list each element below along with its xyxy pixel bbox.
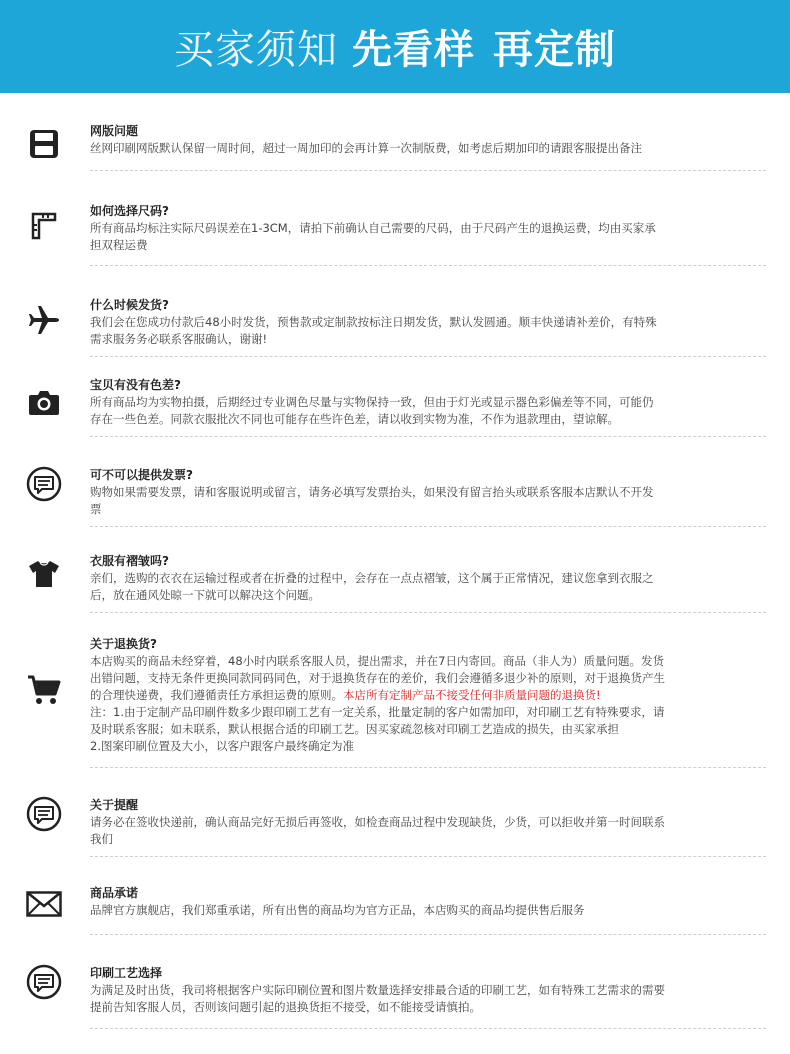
divider — [90, 170, 766, 171]
answer-line: 请务必在签收快递前，确认商品完好无损后再签收，如检查商品过程中发现缺货，少货，可以拒收并第一时间联系 — [90, 815, 665, 829]
answer-line: 出错问题，支持无条件更换同款同码同色，对于退换货存在的差价，我们会遵循多退少补的原则，对于退换货产生 — [90, 671, 665, 685]
answer-line: 为满足及时出货，我司将根据客户实际印刷位置和图片数量选择安排最合适的印刷工艺，如有特殊工艺需求的需要 — [90, 983, 665, 997]
item-answer — [90, 902, 770, 919]
item-answer — [90, 653, 770, 755]
item-question: 关于退换货? — [90, 637, 157, 651]
item-question: 如何选择尺码? — [90, 204, 169, 218]
item-answer — [90, 814, 770, 848]
item-question: 可不可以提供发票? — [90, 468, 193, 482]
divider — [90, 934, 766, 935]
answer-line: 需求服务务必联系客服确认，谢谢! — [90, 332, 268, 346]
item-question: 网版问题 — [90, 124, 139, 138]
divider — [90, 1028, 766, 1029]
camera-icon — [26, 384, 62, 420]
red-warning-note: 本店所有定制产品不接受任何非质量问题的退换货! — [343, 688, 601, 702]
ruler-icon — [26, 208, 62, 244]
item-question: 衣服有褶皱吗? — [90, 554, 169, 568]
item-question: 印刷工艺选择 — [90, 966, 163, 980]
item-question: 关于提醒 — [90, 798, 139, 812]
answer-text: 的合理快递费，我们遵循责任方承担运费的原则。 — [90, 688, 343, 702]
divider — [90, 265, 766, 266]
answer-line — [90, 687, 770, 704]
answer-line: 后，放在通风处晾一下就可以解决这个问题。 — [90, 588, 320, 602]
answer-line: 丝网印刷网版默认保留一周时间，超过一周加印的会再计算一次制版费，如考虑后期加印的请跟客服提出备注 — [90, 141, 642, 155]
item-answer — [90, 570, 770, 604]
header-banner — [0, 0, 790, 93]
answer-line: 票 — [90, 502, 102, 516]
chat-bubble-icon — [26, 964, 62, 1000]
answer-line: 存在一些色差。同款衣服批次不同也可能存在些许色差，请以收到实物为准，不作为退款理由，望谅解。 — [90, 412, 619, 426]
answer-line: 所有商品均为实物拍摄，后期经过专业调色尽量与实物保持一致，但由于灯光或显示器色彩偏差等不同，可能仍 — [90, 395, 654, 409]
answer-note-line: 2.图案印刷位置及大小，以客户跟客户最终确定为准 — [90, 739, 354, 753]
divider — [90, 526, 766, 527]
item-question: 什么时候发货? — [90, 298, 169, 312]
answer-line: 品牌官方旗舰店，我们郑重承诺，所有出售的商品均为官方正品，本店购买的商品均提供售后服务 — [90, 903, 585, 917]
answer-note-line: 注：1.由于定制产品印刷件数多少跟印刷工艺有一定关系，批量定制的客户如需加印，对印刷工艺有特殊要求，请 — [90, 705, 665, 719]
answer-line: 购物如果需要发票，请和客服说明或留言，请务必填写发票抬头，如果没有留言抬头或联系客服本店默认不开发 — [90, 485, 654, 499]
answer-line: 担双程运费 — [90, 238, 148, 252]
banner-title — [174, 18, 616, 75]
item-question: 宝贝有没有色差? — [90, 378, 181, 392]
tshirt-icon — [26, 556, 62, 592]
envelope-icon — [26, 886, 62, 922]
floppy-disk-icon — [26, 126, 62, 162]
item-answer — [90, 982, 770, 1016]
answer-line: 我们会在您成功付款后48小时发货，预售款或定制款按标注日期发货，默认发圆通。顺丰快递请补差价，有特殊 — [90, 315, 657, 329]
airplane-icon — [26, 302, 62, 338]
answer-line: 亲们，选购的衣衣在运输过程或者在折叠的过程中，会存在一点点褶皱，这个属于正常情况，建议您拿到衣服之 — [90, 571, 654, 585]
chat-bubble-icon — [26, 796, 62, 832]
shopping-cart-icon — [26, 672, 62, 708]
item-answer — [90, 484, 770, 518]
banner-title-bold-2: 再定制 — [493, 27, 616, 73]
item-answer — [90, 314, 770, 348]
divider — [90, 436, 766, 437]
banner-title-bold-1: 先看样 — [352, 27, 475, 73]
item-answer — [90, 140, 770, 157]
chat-bubble-icon — [26, 466, 62, 502]
banner-title-light: 买家须知 — [174, 27, 338, 73]
divider — [90, 856, 766, 857]
answer-line: 提前告知客服人员，否则该问题引起的退换货拒不接受，如不能接受请慎拍。 — [90, 1000, 481, 1014]
item-question: 商品承诺 — [90, 886, 139, 900]
answer-note-line: 及时联系客服；如未联系，默认根据合适的印刷工艺。因买家疏忽核对印刷工艺造成的损失，由买家承担 — [90, 722, 619, 736]
divider — [90, 767, 766, 768]
answer-line: 所有商品均标注实际尺码误差在1-3CM，请拍下前确认自己需要的尺码，由于尺码产生的退换运费，均由买家承 — [90, 221, 656, 235]
answer-line: 本店购买的商品未经穿着，48小时内联系客服人员，提出需求，并在7日内寄回。商品（非人为）质量问题。发货 — [90, 654, 664, 668]
divider — [90, 612, 766, 613]
item-answer — [90, 394, 770, 428]
item-answer — [90, 220, 770, 254]
divider — [90, 356, 766, 357]
answer-line: 我们 — [90, 832, 113, 846]
